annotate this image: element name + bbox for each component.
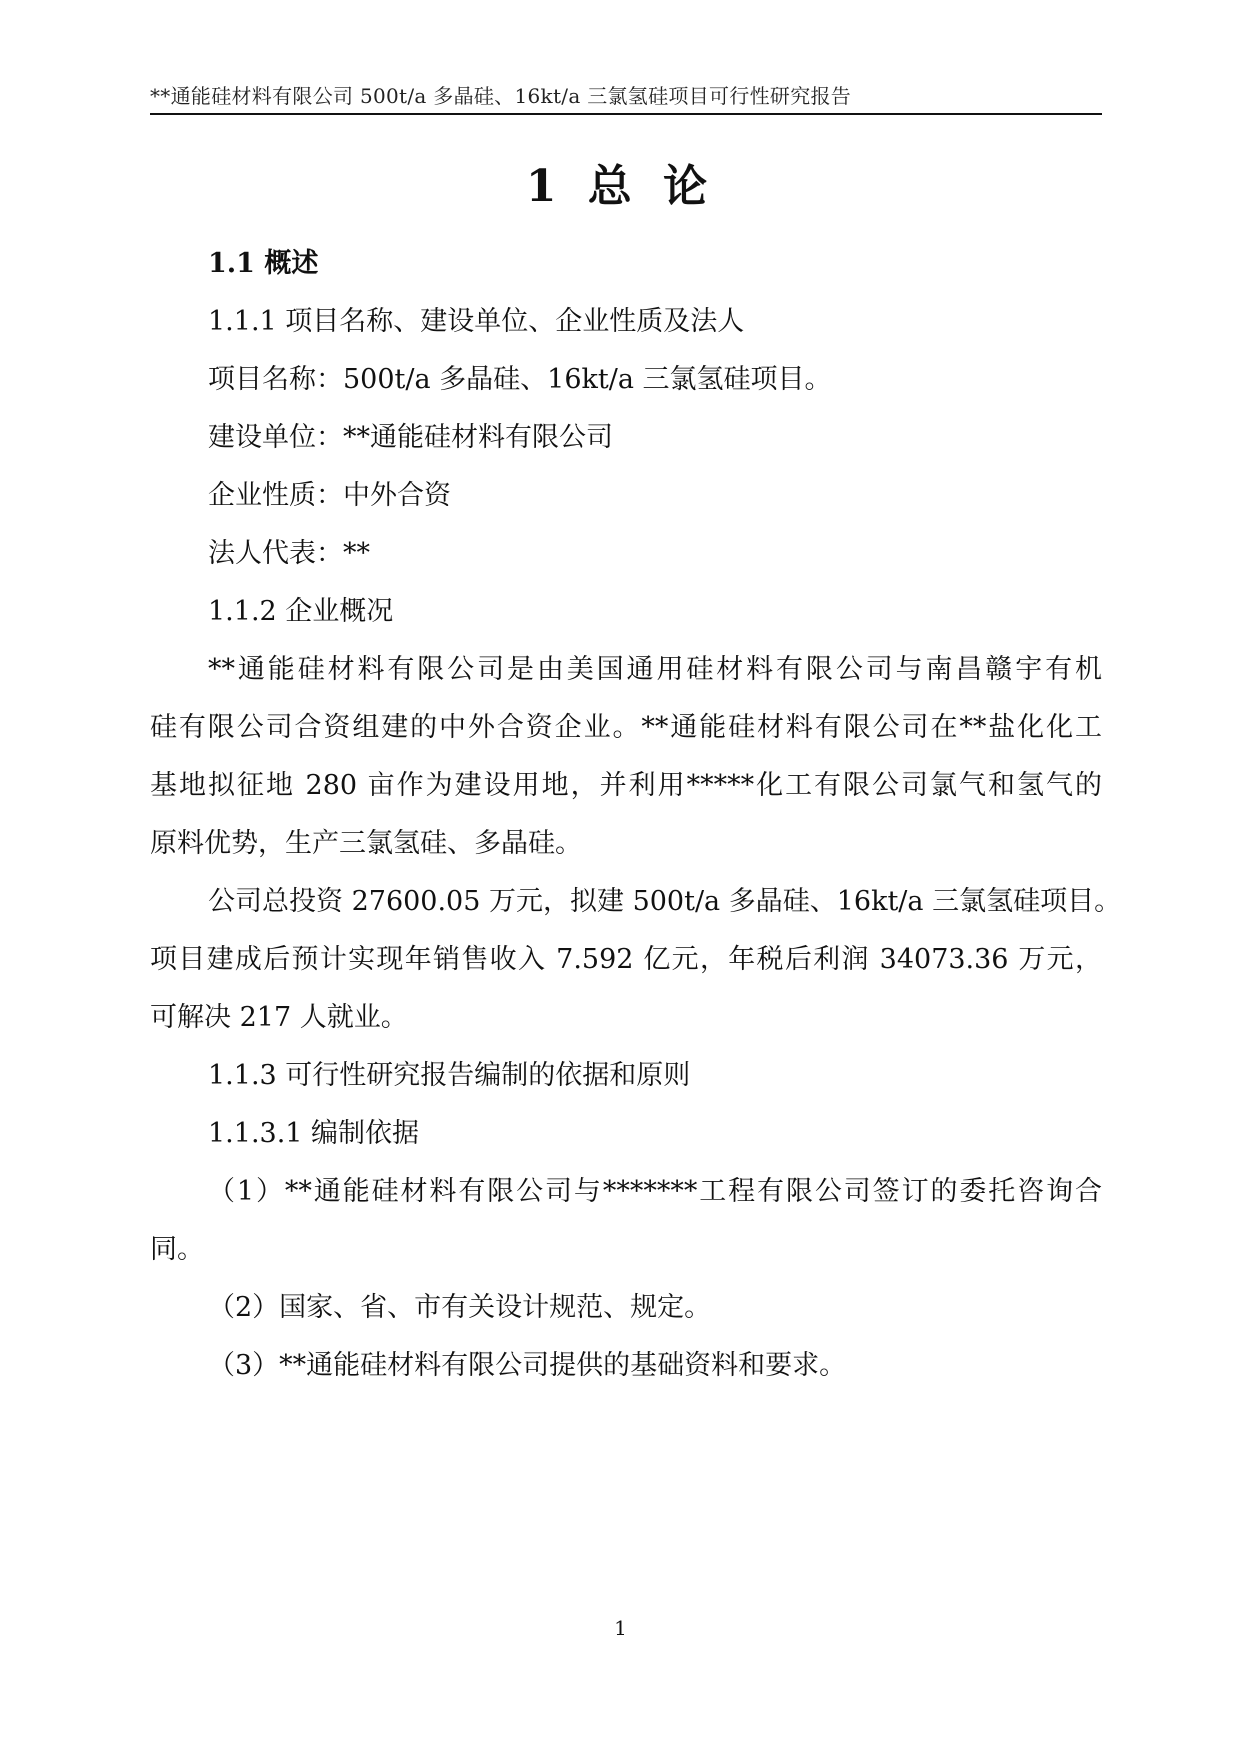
list-item: （2）国家、省、市有关设计规范、规定。 (208, 1292, 712, 1323)
list-item: （1）**通能硅材料有限公司与*******工程有限公司签订的委托咨询合 (208, 1176, 1102, 1207)
paragraph-line: 项目建成后预计实现年销售收入 7.592 亿元，年税后利润 34073.36 万元， (150, 944, 1102, 975)
section-heading-1-1-2: 1.1.2 企业概况 (208, 596, 394, 627)
header-rule (150, 113, 1102, 115)
paragraph-line: **通能硅材料有限公司是由美国通用硅材料有限公司与南昌赣宇有机 (208, 654, 1102, 685)
legal-rep-line: 法人代表：** (208, 538, 370, 569)
paragraph-line: 可解决 217 人就业。 (150, 1002, 408, 1033)
nature-line: 企业性质：中外合资 (208, 480, 451, 511)
section-heading-1-1: 1.1 概述 (208, 248, 319, 279)
chapter-title: 1 总 论 (525, 161, 716, 212)
paragraph-line: 公司总投资 27600.05 万元，拟建 500t/a 多晶硅、16kt/a 三氯氢硅项目。 (208, 886, 1122, 917)
paragraph-line: 原料优势，生产三氯氢硅、多晶硅。 (150, 828, 582, 859)
list-item-continuation: 同。 (150, 1234, 204, 1265)
builder-line: 建设单位：**通能硅材料有限公司 (208, 422, 613, 453)
project-name-line: 项目名称：500t/a 多晶硅、16kt/a 三氯氢硅项目。 (208, 364, 832, 395)
page-number: 1 (614, 1616, 627, 1640)
section-heading-1-1-3: 1.1.3 可行性研究报告编制的依据和原则 (208, 1060, 691, 1091)
paragraph-line: 基地拟征地 280 亩作为建设用地，并利用*****化工有限公司氯气和氢气的 (150, 770, 1102, 801)
paragraph-line: 硅有限公司合资组建的中外合资企业。**通能硅材料有限公司在**盐化化工 (150, 712, 1102, 743)
running-header: **通能硅材料有限公司 500t/a 多晶硅、16kt/a 三氯氢硅项目可行性研究报告 (150, 84, 852, 108)
section-heading-1-1-1: 1.1.1 项目名称、建设单位、企业性质及法人 (208, 306, 745, 337)
section-heading-1-1-3-1: 1.1.3.1 编制依据 (208, 1118, 420, 1149)
list-item: （3）**通能硅材料有限公司提供的基础资料和要求。 (208, 1350, 847, 1381)
